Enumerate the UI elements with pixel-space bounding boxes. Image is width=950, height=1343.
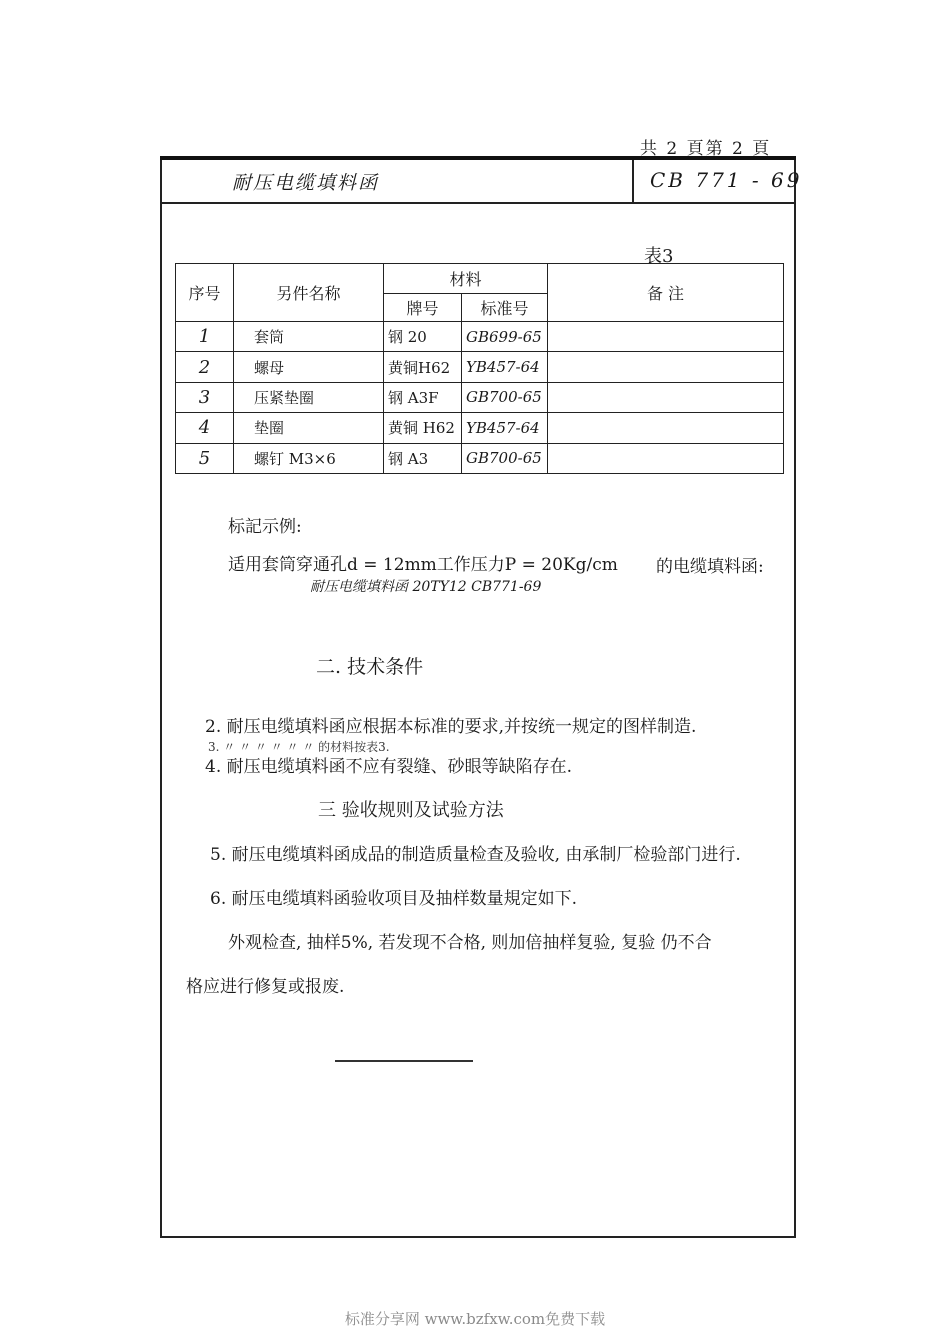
row-name: 套筒 [234, 322, 384, 352]
standard-code: CB 771 - 69 [650, 168, 803, 192]
clause-4: 4. 耐压电缆填料函不应有裂缝、砂眼等缺陷存在. [205, 757, 573, 777]
row-remark [548, 322, 784, 352]
row-remark [548, 443, 784, 473]
header-grade: 牌号 [384, 294, 462, 322]
row-grade: 黄铜H62 [384, 352, 462, 382]
marking-description: 适用套筒穿通孔d = 12mm工作压力P = 20Kg/cm [228, 555, 618, 575]
row-seq: 3 [176, 382, 234, 412]
row-standard: YB457-64 [462, 352, 548, 382]
header-remarks: 备 注 [548, 264, 784, 322]
row-seq: 5 [176, 443, 234, 473]
table-row [176, 322, 784, 352]
row-name: 压紧垫圈 [234, 382, 384, 412]
table-row [176, 413, 784, 443]
section-title-technical: 二. 技术条件 [316, 656, 424, 678]
header-part-name: 另件名称 [234, 264, 384, 322]
standard-name: 耐压电缆填料函 [232, 172, 380, 194]
parts-table [175, 263, 784, 474]
end-rule [335, 1060, 473, 1062]
table-caption: 表3 [644, 246, 674, 267]
inspection-paragraph-line1: 外观检查, 抽样5%, 若发现不合格, 则加倍抽样复验, 复验 仍不合 [228, 933, 712, 953]
row-grade: 钢 A3 [384, 443, 462, 473]
footer-watermark: 标准分享网 www.bzfxw.com免费下载 [344, 1310, 606, 1328]
row-grade: 黄铜 H62 [384, 413, 462, 443]
row-name: 螺母 [234, 352, 384, 382]
header-seq: 序号 [176, 264, 234, 322]
row-seq: 4 [176, 413, 234, 443]
marking-title: 标記示例: [228, 517, 302, 537]
title-divider [632, 160, 634, 204]
row-name: 垫圈 [234, 413, 384, 443]
header-standard-no: 标准号 [462, 294, 548, 322]
clause-6: 6. 耐压电缆填料函验收项目及抽样数量規定如下. [210, 889, 578, 909]
marking-example: 耐压电缆填料函 20TY12 CB771-69 [310, 579, 542, 595]
clause-2: 2. 耐压电缆填料函应根据本标准的要求,并按统一规定的图样制造. [205, 717, 697, 737]
row-grade: 钢 20 [384, 322, 462, 352]
clause-5: 5. 耐压电缆填料函成品的制造质量检查及验收, 由承制厂检验部门进行. [210, 845, 741, 865]
table-row [176, 352, 784, 382]
inspection-paragraph-line2: 格应进行修复或报废. [186, 977, 345, 997]
row-grade: 钢 A3F [384, 382, 462, 412]
page-count: 共 2 頁第 2 頁 [640, 139, 772, 159]
row-standard: GB699-65 [462, 322, 548, 352]
clause-3: 3. 〃 〃 〃 〃 〃 〃 的材料按表3. [208, 740, 390, 754]
row-remark [548, 352, 784, 382]
marking-description-end: 的电缆填料函: [656, 557, 764, 577]
row-standard: YB457-64 [462, 413, 548, 443]
table-row [176, 382, 784, 412]
row-name: 螺钉 M3×6 [234, 443, 384, 473]
row-remark [548, 382, 784, 412]
row-remark [548, 413, 784, 443]
row-seq: 2 [176, 352, 234, 382]
row-standard: GB700-65 [462, 443, 548, 473]
table-row [176, 443, 784, 473]
header-material: 材料 [384, 264, 548, 294]
row-standard: GB700-65 [462, 382, 548, 412]
section-title-acceptance: 三 验收规则及试验方法 [318, 800, 504, 821]
row-seq: 1 [176, 322, 234, 352]
